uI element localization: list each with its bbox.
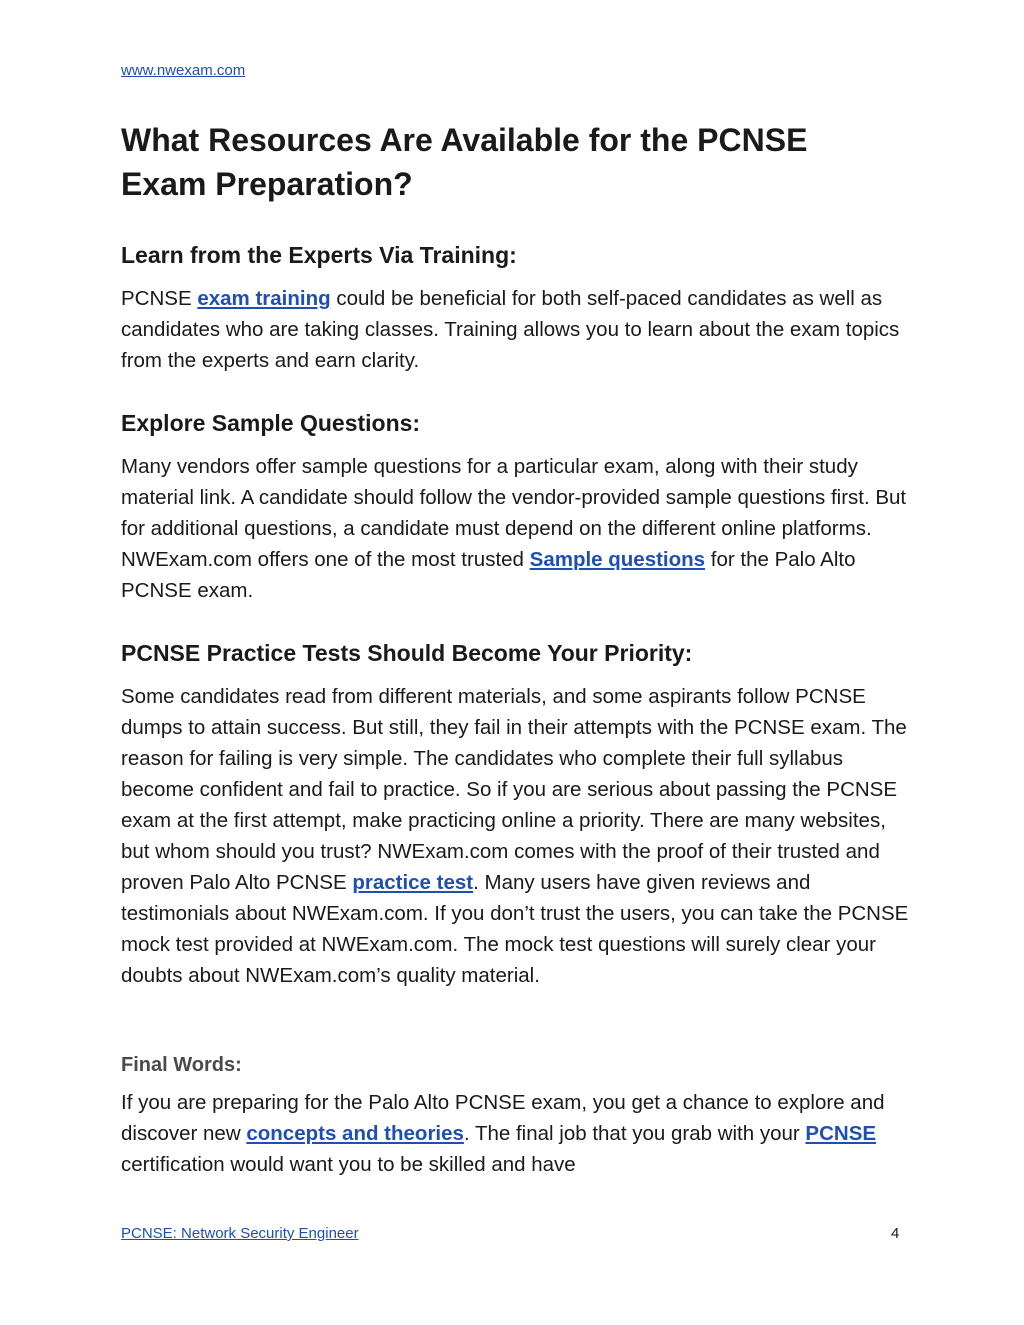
pcnse-link[interactable]: PCNSE [805, 1122, 877, 1145]
practice-test-link[interactable]: practice test [352, 871, 474, 894]
page-number: 4 [891, 1225, 900, 1242]
section-paragraph-practice-tests [121, 681, 911, 991]
section-paragraph-sample-questions [121, 451, 911, 606]
paragraph-text: Many vendors offer sample questions for a particular exam, along with their study material link. A candidate should follow the vendor-provided sample questions first. But for additional questions, a candidate must depend on the different online platforms. NWExam.com offers one of the most trusted [121, 455, 907, 571]
paragraph-text: for the Palo Alto PCNSE exam. [121, 548, 856, 602]
section-paragraph-final-words [121, 1087, 911, 1180]
sample-questions-link[interactable]: Sample questions [529, 548, 706, 571]
exam-training-link[interactable]: exam training [197, 287, 331, 310]
section-heading-final-words: Final Words: [121, 1054, 242, 1076]
concepts-and-theories-link[interactable]: concepts and theories [246, 1122, 464, 1145]
paragraph-text: . The final job that you grab with your [463, 1122, 806, 1145]
header-site-link[interactable]: www.nwexam.com [121, 62, 246, 79]
paragraph-text: . Many users have given reviews and testimonials about NWExam.com. If you don’t trust the users, you can take the PCNSE mock test provided at NWExam.com. The mock test questions will surely clear your doubts about NWExam.com’s quality material. [121, 871, 909, 987]
section-heading-sample-questions: Explore Sample Questions: [121, 410, 421, 436]
page-title: What Resources Are Available for the PCNSE Exam Preparation? [121, 122, 808, 202]
section-heading-training: Learn from the Experts Via Training: [121, 242, 517, 268]
section-paragraph-training [121, 283, 911, 376]
paragraph-text: PCNSE [121, 287, 198, 310]
paragraph-text: could be beneficial for both self-paced candidates as well as candidates who are taking classes. Training allows you to learn about the exam topics from the experts and earn clarity. [121, 287, 900, 372]
paragraph-text: If you are preparing for the Palo Alto PCNSE exam, you get a chance to explore and discover new [121, 1091, 885, 1145]
section-heading-practice-tests: PCNSE Practice Tests Should Become Your Priority: [121, 640, 693, 666]
paragraph-text: Some candidates read from different materials, and some aspirants follow PCNSE dumps to attain success. But still, they fail in their attempts with the PCNSE exam. The reason for failing is very simple. The candidates who complete their full syllabus become confident and fail to practice. So if you are serious about passing the PCNSE exam at the first attempt, make practicing online a priority. There are many websites, but whom should you trust? NWExam.com comes with the proof of their trusted and proven Palo Alto PCNSE [121, 685, 907, 894]
footer-doc-link[interactable]: PCNSE: Network Security Engineer [121, 1225, 359, 1242]
paragraph-text: certification would want you to be skilled and have [121, 1153, 576, 1176]
